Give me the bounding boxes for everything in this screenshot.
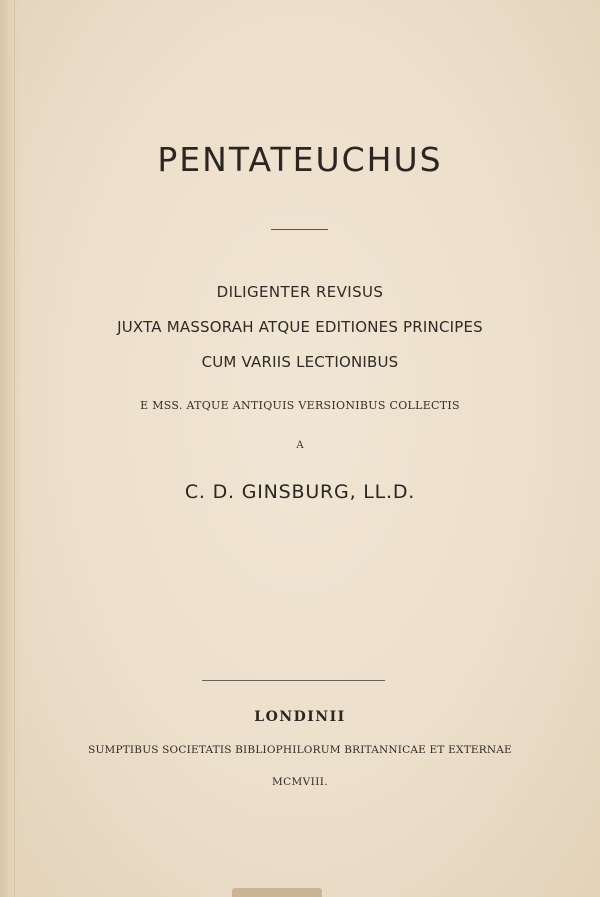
title-divider (271, 229, 328, 230)
subtitle-line-1: DILIGENTER REVISUS (216, 283, 384, 301)
publication-year: MCMVIII. (271, 776, 329, 788)
page-title: PENTATEUCHUS (157, 140, 443, 179)
sources-line: E MSS. ATQUE ANTIQUIS VERSIONIBUS COLLECTIS (140, 399, 460, 412)
page-bottom-tab (232, 888, 322, 897)
imprint-divider (202, 680, 385, 681)
publisher-line: SUMPTIBUS SOCIETATIS BIBLIOPHILORUM BRITANNICAE ET EXTERNAE (88, 744, 512, 756)
by-line: A (296, 440, 304, 451)
author-name: C. D. GINSBURG, LL.D. (184, 481, 416, 503)
subtitle-line-2: JUXTA MASSORAH ATQUE EDITIONES PRINCIPES (117, 318, 483, 336)
subtitle-line-3: CUM VARIIS LECTIONIBUS (201, 353, 399, 371)
place-of-publication: LONDINII (254, 709, 346, 725)
